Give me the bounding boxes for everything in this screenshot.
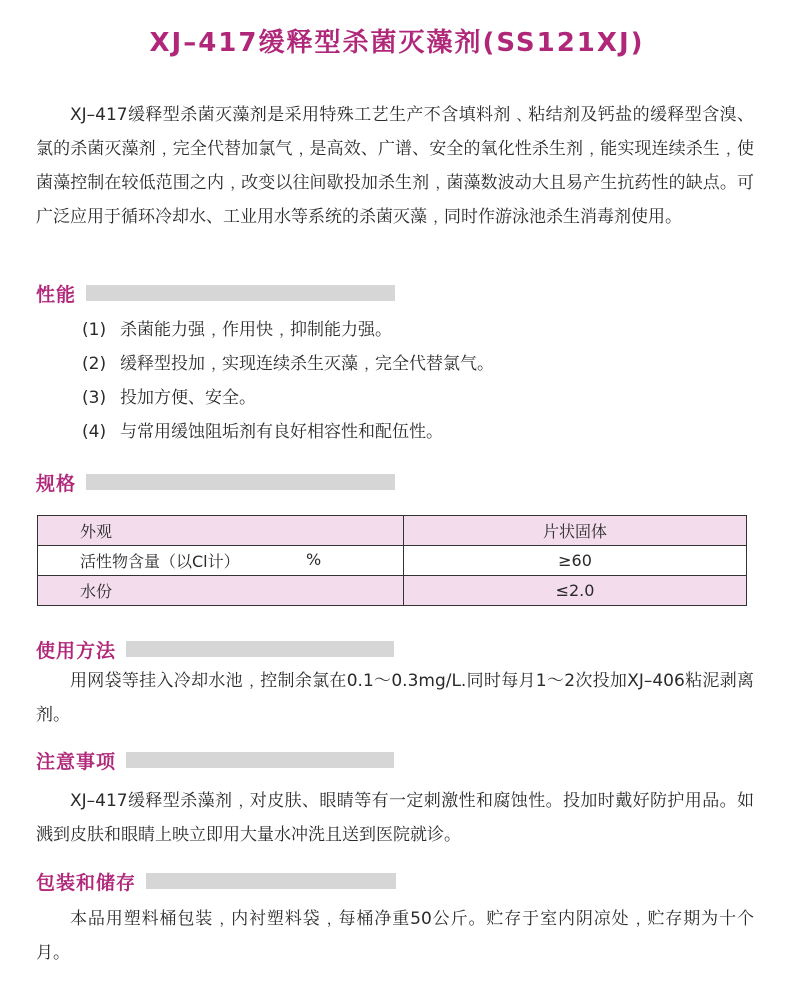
spec-value-cell: [404, 576, 747, 606]
section-divider-bar: [126, 752, 394, 768]
section-title-usage: 使用方法: [36, 639, 117, 662]
table-row: [38, 576, 747, 606]
table-row: [38, 516, 747, 546]
spec-unit: %: [306, 550, 322, 569]
section-divider-bar: [146, 873, 396, 889]
section-title-caution: 注意事项: [36, 750, 117, 773]
section-header-storage: [36, 869, 396, 893]
section-header-spec: [36, 470, 395, 494]
section-title-performance: 性能: [36, 283, 77, 306]
storage-paragraph: 本品用塑料桶包装﹐内衬塑料袋﹐每桶净重50公斤。贮存于室内阴凉处﹐贮存期为十个月。: [36, 909, 754, 963]
usage-paragraph: 用网袋等挂入冷却水池﹐控制余氯在0.1～0.3mg/L.同时每月1～2次投加XJ–406粘泥剥离剂。: [36, 671, 754, 725]
list-item: [82, 415, 742, 449]
section-divider-bar: [86, 285, 395, 301]
spec-label: 活性物含量（以Cl计）: [80, 552, 240, 571]
list-item-number: (4): [82, 422, 107, 442]
spec-value: ≤2.0: [555, 581, 595, 600]
list-item-text: 与常用缓蚀阻垢剂有良好相容性和配伍性。: [120, 422, 443, 442]
list-item: [82, 381, 742, 415]
table-row: [38, 546, 747, 576]
section-title-storage: 包装和储存: [36, 871, 137, 894]
spec-label: 水份: [80, 582, 113, 601]
spec-value-cell: [404, 516, 747, 546]
spec-value: ≥60: [558, 551, 592, 570]
intro-paragraph: XJ–417缓释型杀菌灭藻剂是采用特殊工艺生产不含填料剂﹑粘结剂及钙盐的缓释型含溴、氯的杀菌灭藻剂﹐完全代替加氯气﹐是高效、广谱、安全的氧化性杀生剂﹐能实现连续杀生﹐使菌藻控制在较低范围之内﹐改变以往间歇投加杀生剂﹐菌藻数波动大且易产生抗药性的缺点。可广泛应用于循环冷却水、工业用水等系统的杀菌灭藻﹐同时作游泳池杀生消毒剂使用。: [36, 105, 754, 227]
section-title-spec: 规格: [36, 472, 77, 495]
list-item-number: (3): [82, 388, 107, 408]
list-item-text: 缓释型投加﹐实现连续杀生灭藻﹐完全代替氯气。: [120, 354, 494, 374]
spec-label-cell: [38, 576, 404, 606]
spec-label-cell: [38, 546, 404, 576]
list-item-text: 投加方便、安全。: [120, 388, 256, 408]
list-item: [82, 347, 742, 381]
spec-value: 片状固体: [542, 522, 607, 541]
section-header-usage: [36, 637, 394, 661]
section-header-caution: [36, 748, 394, 772]
performance-list: [82, 313, 742, 449]
caution-paragraph: XJ–417缓释型杀藻剂﹐对皮肤、眼睛等有一定刺激性和腐蚀性。投加时戴好防护用品。如溅到皮肤和眼睛上映立即用大量水冲洗且送到医院就诊。: [36, 791, 754, 845]
list-item-number: (1): [82, 320, 107, 340]
list-item-text: 杀菌能力强﹐作用快﹐抑制能力强。: [120, 320, 392, 340]
section-divider-bar: [126, 641, 394, 657]
spec-label: 外观: [80, 522, 113, 541]
list-item-number: (2): [82, 354, 107, 374]
section-header-performance: [36, 281, 395, 305]
spec-label-cell: [38, 516, 404, 546]
spec-value-cell: [404, 546, 747, 576]
spec-table: [37, 515, 747, 606]
section-divider-bar: [86, 474, 395, 490]
page-title: XJ–417缓释型杀菌灭藻剂(SS121XJ): [149, 28, 645, 58]
list-item: [82, 313, 742, 347]
